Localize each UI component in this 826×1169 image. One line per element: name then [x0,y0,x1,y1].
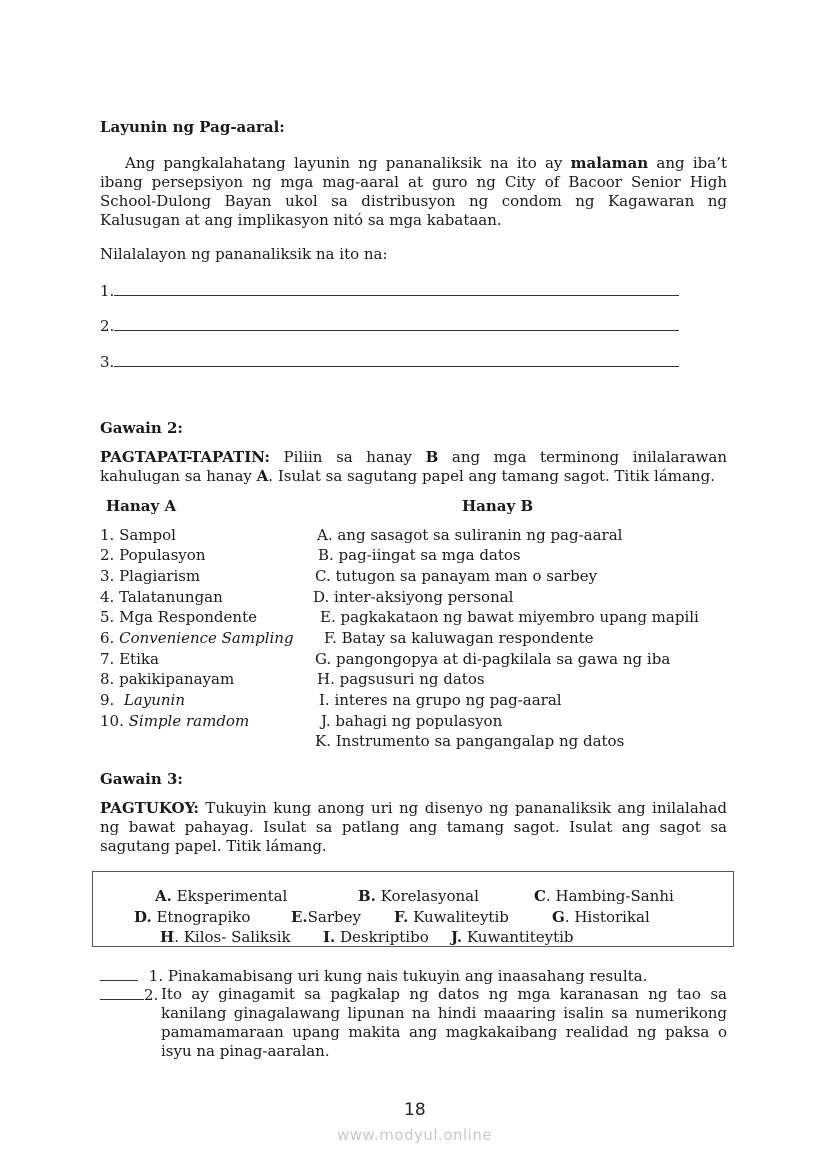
objectives-paragraph [100,154,727,230]
hanay-a-item: 4. Talatanungan [100,588,223,606]
choice-f: F. Kuwaliteytib [394,908,509,926]
hanay-b-item: D. inter-aksiyong personal [313,588,514,606]
hanay-a-item: 3. Plagiarism [100,567,201,585]
choice-g: G. Historikal [552,908,650,926]
answer-blank[interactable] [114,281,679,296]
hanay-b-item: J. bahagi ng populasyon [321,712,503,730]
answer-blank[interactable] [114,352,679,367]
objective-line-2[interactable]: 2. [100,316,679,335]
hanay-b-item: B. pag-iingat sa mga datos [318,546,521,564]
gawain3-instructions: PAGTUKOY: Tukuyin kung anong uri ng disenyo ng pananaliksik ang inilalahad ng bawat pahayag. Isulat sa patlang ang tamang sagot. Isulat ang sagot sa sagutang papel. Titik lámang. [100,799,727,855]
hanay-a-item: 8. pakikipanayam [100,670,235,688]
choice-b: B. Korelasyonal [358,887,479,905]
item-2-blank: 2. [100,985,158,1004]
hanay-a-item: 1. Sampol [100,526,176,544]
hanay-b-item: K. Instrumento sa pangangalap ng datos [315,732,625,750]
hanay-b-item: G. pangongopya at di-pagkilala sa gawa ng iba [315,650,671,668]
objective-line-1[interactable]: 1. [100,281,679,300]
choice-j: J. Kuwantiteytib [451,928,574,946]
hanay-a-item: 7. Etika [100,650,159,668]
hanay-a-item: 6. Convenience Sampling [100,629,294,647]
gawain2-heading: Gawain 2: [100,419,183,437]
hanay-a-title: Hanay A [106,497,177,515]
choice-h: H. Kilos- Saliksik [160,928,291,946]
objectives-text-1: Ang pangkalahatang layunin ng pananaliksik na ito ay [125,154,571,172]
choice-c: C. Hambing-Sanhi [534,887,674,905]
answer-blank[interactable] [100,966,138,981]
answer-blank[interactable] [114,316,679,331]
item-2-text: Ito ay ginagamit sa pagkalap ng datos ng mga karanasan ng tao sa kanilang ginagalawang lipunan na hindi maaaring isalin sa numerikong pamamamaraan upang makita ang magkakaibang realidad ng paksa o isyu na pinag-aaralan. [161,985,727,1060]
choice-i: I. Deskriptibo [323,928,429,946]
hanay-b-item: H. pagsusuri ng datos [317,670,485,688]
hanay-b-title: Hanay B [462,497,534,515]
page-number: 18 [404,1100,426,1120]
hanay-a-item: 9. Layunin [100,691,186,709]
objectives-intro: Nilalalayon ng pananaliksik na ito na: [100,245,388,263]
hanay-a-item: 10. Simple ramdom [100,712,250,730]
watermark: www.modyul.online [337,1126,493,1144]
hanay-b-item: A. ang sasagot sa suliranin ng pag-aaral [317,526,623,544]
choice-e: E.Sarbey [291,908,361,926]
choice-a: A. Eksperimental [155,887,288,905]
answer-blank[interactable] [100,985,144,1000]
objectives-heading: Layunin ng Pag-aaral: [100,118,285,136]
hanay-b-item: F. Batay sa kaluwagan respondente [324,629,594,647]
objectives-text-2: ang iba’t ibang persepsiyon ng mga mag-aaral at guro ng City of Bacoor Senior High School-Dulong Bayan ukol sa distribusyon ng condom ng Kagawaran ng Kalusugan at ang implikasyon nitó sa mga kabataan. [100,154,727,229]
item-1: 1. Pinakamabisang uri kung nais tukuyin ang inaasahang resulta. [100,966,647,985]
gawain3-heading: Gawain 3: [100,770,183,788]
gawain2-instructions: PAGTAPAT-TAPATIN: Piliin sa hanay B ang mga terminong inilalarawan kahulugan sa hanay A. Isulat sa sagutang papel ang tamang sagot. Titik lámang. [100,448,727,485]
choice-d: D. Etnograpiko [134,908,251,926]
hanay-a-item: 5. Mga Respondente [100,608,257,626]
hanay-a-item: 2. Populasyon [100,546,206,564]
hanay-b-item: E. pagkakataon ng bawat miyembro upang mapili [320,608,699,626]
hanay-b-item: I. interes na grupo ng pag-aaral [319,691,562,709]
objective-line-3[interactable]: 3. [100,352,679,371]
objectives-text-bold: malaman [570,154,649,172]
hanay-b-item: C. tutugon sa panayam man o sarbey [315,567,598,585]
